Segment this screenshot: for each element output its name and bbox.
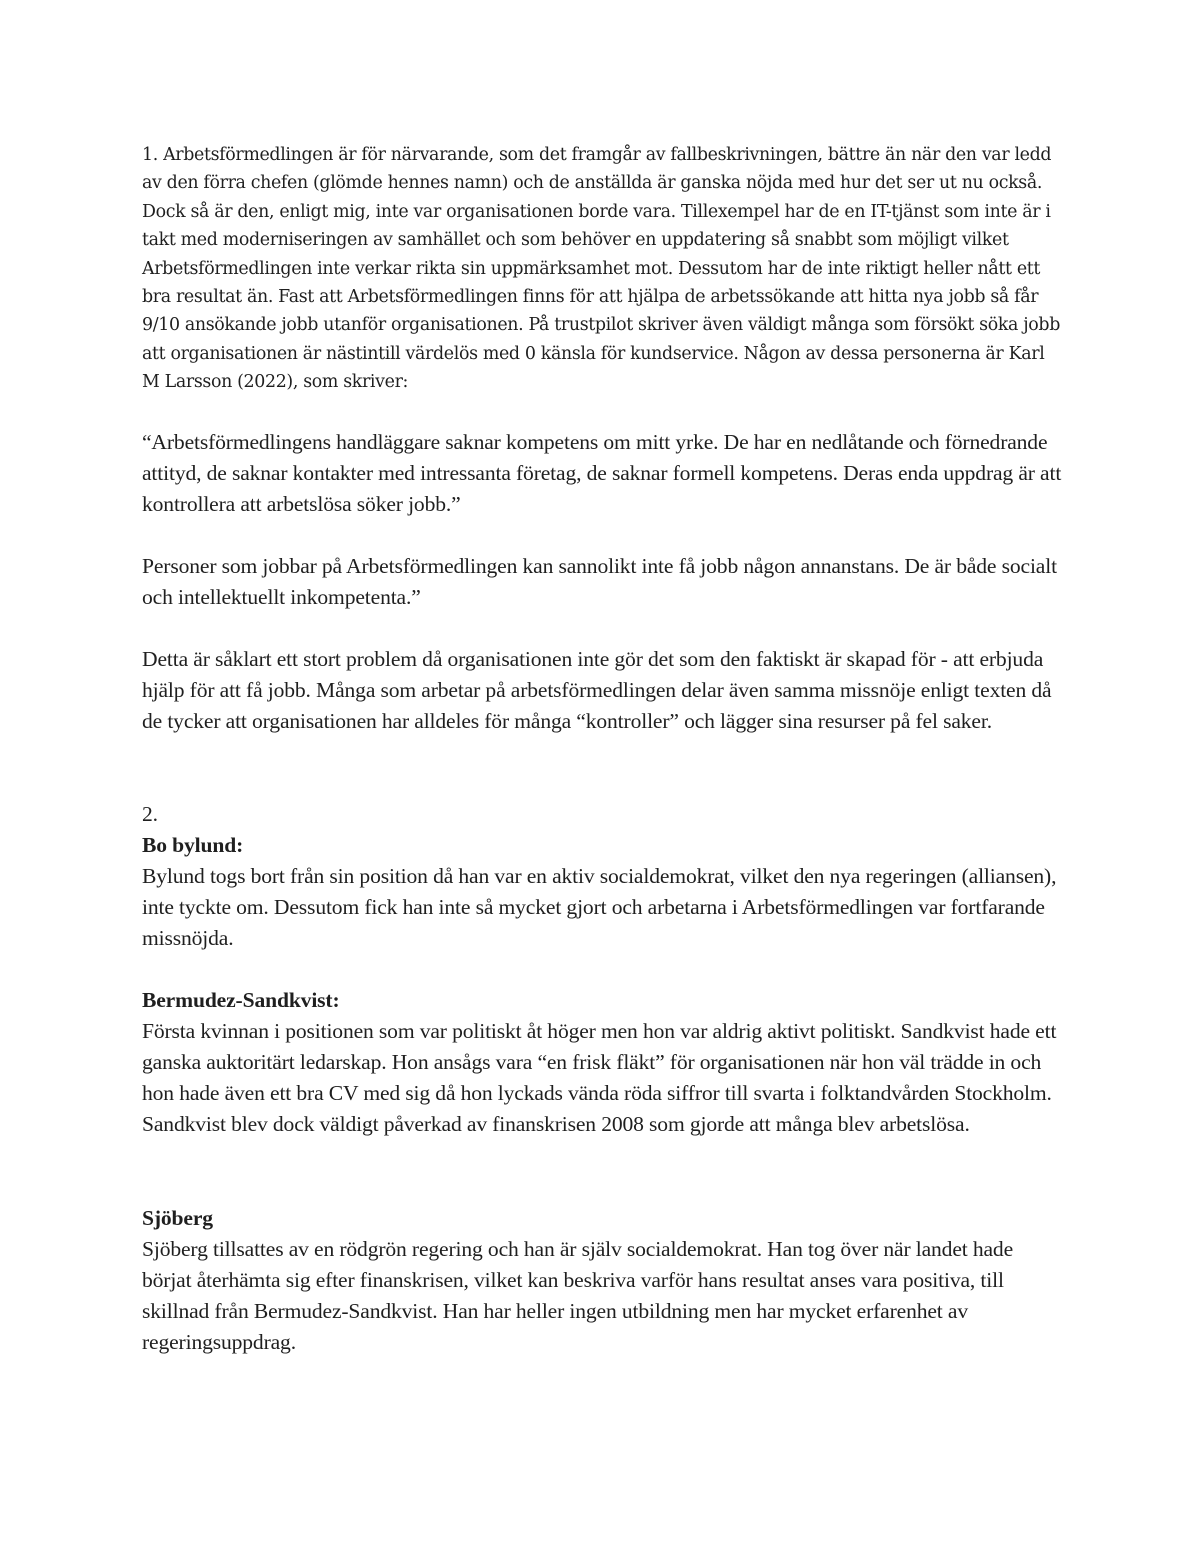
paragraph-intro: 1. Arbetsförmedlingen är för närvarande, som det framgår av fallbeskrivningen, bättre än när den var ledd av den förra chefen (glömde hennes namn) och de anställda är ganska nöjda med hur det ser ut nu också. Dock så är den, enligt mig, inte var organisationen borde vara. Tillexempel har de en IT-tjänst som inte är i takt med moderniseringen av samhället och som behöver en uppdatering så snabbt som möjligt vilket Arbetsförmedlingen inte verkar rikta sin uppmärksamhet mot. Dessutom har de inte riktigt heller nått ett bra resultat än. Fast att Arbetsförmedlingen finns för att hjälpa de arbetssökande att hitta nya jobb så får 9/10 ansökande jobb utanför organisationen. På trustpilot skriver även väldigt många som försökt söka jobb att organisationen är nästintill värdelös med 0 känsla för kundservice. Någon av dessa personerna är Karl M Larsson (2022), som skriver: xyxy=(142,145,1060,393)
person-text-bermudez-sandkvist: Första kvinnan i positionen som var politiskt åt höger men hon var aldrig aktivt politiskt. Sandkvist hade ett ganska auktoritärt ledarskap. Hon ansågs vara “en frisk fläkt” för organisationen när hon väl trädde in och hon hade även ett bra CV med sig då hon lyckads vända röda siffror till svarta i folktandvården Stockholm. Sandkvist blev dock väldigt påverkad av finanskrisen 2008 som gjorde att många blev arbetslösa. xyxy=(142,1019,1057,1136)
person-text-sjoberg: Sjöberg tillsattes av en rödgrön regering och han är själv socialdemokrat. Han tog över när landet hade börjat återhämta sig efter finanskrisen, vilket kan beskriva varför hans resultat anses vara positiva, till skillnad från Bermudez-Sandkvist. Han har heller ingen utbildning men har mycket erfarenhet av regeringsuppdrag. xyxy=(142,1237,1014,1354)
person-text-bylund: Bylund togs bort från sin position då han var en aktiv socialdemokrat, vilket den nya regeringen (alliansen), inte tyckte om. Dessutom fick han inte så mycket gjort och arbetarna i Arbetsförmedlingen var fortfarande missnöjda. xyxy=(142,864,1057,950)
person-heading-bermudez-sandkvist: Bermudez-Sandkvist: xyxy=(142,988,340,1012)
quote-paragraph-2: Personer som jobbar på Arbetsförmedlingen kan sannolikt inte få jobb någon annanstans. De är både socialt och intellektuellt inkompetenta.” xyxy=(142,554,1057,609)
paragraph-problem: Detta är såklart ett stort problem då organisationen inte gör det som den faktiskt är skapad för - att erbjuda hjälp för att få jobb. Många som arbetar på arbetsförmedlingen delar även samma missnöje enligt texten då de tycker att organisationen har alldeles för många “kontroller” och lägger sina resurser på fel saker. xyxy=(142,647,1052,733)
person-heading-bylund: Bo bylund: xyxy=(142,833,244,857)
person-heading-sjoberg: Sjöberg xyxy=(142,1206,213,1230)
quote-paragraph-1: “Arbetsförmedlingens handläggare saknar kompetens om mitt yrke. De har en nedlåtande och förnedrande attityd, de saknar kontakter med intressanta företag, de saknar formell kompetens. Deras enda uppdrag är att kontrollera att arbetslösa söker jobb.” xyxy=(142,430,1062,516)
section-number: 2. xyxy=(142,802,158,826)
